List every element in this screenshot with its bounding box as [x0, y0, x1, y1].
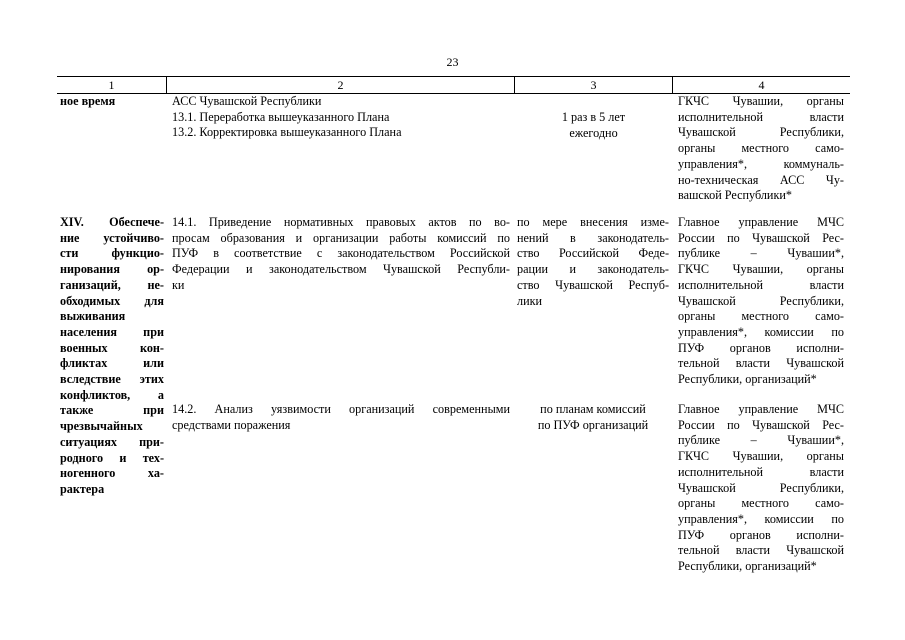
text-line: 1 раз в 5 лет	[561, 110, 626, 124]
text-line: публике – Чувашии*,	[678, 246, 844, 261]
text-line: Главное управление МЧС	[678, 402, 844, 416]
text-line: просам образования и организации работы комиссий по	[172, 230, 510, 245]
text-line: военных кон-	[60, 340, 164, 355]
text-line: России по Чувашской Рес-	[678, 230, 844, 245]
text-line: Чувашской Республики,	[678, 293, 844, 308]
text-line: лики	[517, 293, 543, 308]
text-line: исполнительной власти	[678, 277, 844, 292]
text-line: ПУФ органов исполни-	[678, 340, 844, 355]
row2-col1-section-title	[60, 215, 164, 498]
text-line: ганизаций, не-	[60, 277, 164, 292]
text-line: обходимых для	[60, 293, 164, 308]
text-line: Чувашской Республики,	[678, 125, 844, 140]
row2-col2-item-14-2	[172, 402, 510, 433]
text-line: АСС Чувашской Республики	[172, 94, 322, 108]
row1-col4	[678, 94, 844, 204]
text-line: ГКЧС Чувашии, органы	[678, 262, 844, 277]
text-line: органы местного само-	[678, 141, 844, 156]
text-line: Главное управление МЧС	[678, 215, 844, 229]
page-number: 23	[446, 55, 459, 69]
text-line: ГКЧС Чувашии, органы	[678, 449, 844, 464]
text-line: конфликтов, а	[60, 387, 164, 402]
text-line: управления*, коммуналь-	[678, 156, 844, 171]
text-line: ногенного ха-	[60, 466, 164, 481]
text-line: ГКЧС Чувашии, органы	[678, 94, 844, 108]
text-line: 13.1. Переработка вышеуказанного Плана	[172, 109, 390, 124]
text-line: Республики, организаций*	[678, 372, 817, 387]
text-line: публике – Чувашии*,	[678, 433, 844, 448]
text-line: Республики, организаций*	[678, 559, 817, 574]
text-line: управления*, комиссии по	[678, 511, 844, 526]
text-line: рактера	[60, 481, 105, 496]
header-col-1: 1	[108, 78, 115, 92]
text-line: рации и законодатель-	[517, 262, 669, 277]
text-line: органы местного само-	[678, 309, 844, 324]
text-line: по ПУФ организаций	[537, 417, 649, 432]
text-line: вашской Республики*	[678, 188, 792, 203]
text-line: органы местного само-	[678, 496, 844, 511]
text-line: России по Чувашской Рес-	[678, 417, 844, 432]
row1-col1	[60, 94, 164, 110]
text-line: родного и тех-	[60, 450, 164, 465]
text-line: исполнительной власти	[678, 109, 844, 124]
row1-col2	[172, 94, 510, 141]
text-line: по планам комиссий	[540, 402, 646, 416]
header-col-2: 2	[337, 78, 344, 92]
header-col-3: 3	[590, 78, 597, 92]
row2-col3-item-14-2	[517, 402, 669, 433]
text-line: тельной власти Чувашской	[678, 356, 844, 371]
text-line: исполнительной власти	[678, 464, 844, 479]
text-line: ство Чувашской Респуб-	[517, 277, 669, 292]
text-line: по мере внесения изме-	[517, 215, 669, 229]
row1-col3	[517, 110, 670, 141]
text-line: ство Российской Феде-	[517, 246, 669, 261]
text-line: тельной власти Чувашской	[678, 543, 844, 558]
text-line: 13.2. Корректировка вышеуказанного Плана	[172, 125, 402, 140]
text-line: XIV. Обеспече-	[60, 215, 164, 229]
row2-col2-item-14-1	[172, 215, 510, 294]
text-line: населения при	[60, 324, 164, 339]
text-line: нирования ор-	[60, 262, 164, 277]
text-line: но-техническая АСС Чу-	[678, 172, 844, 187]
header-col-4: 4	[758, 78, 765, 92]
text-line: вследствие этих	[60, 372, 164, 387]
text-line: фликтах или	[60, 356, 164, 371]
text-line: ситуациях при-	[60, 434, 164, 449]
text-line: сти функцио-	[60, 246, 164, 261]
text-line: управления*, комиссии по	[678, 324, 844, 339]
text-line: ние устойчиво-	[60, 230, 164, 245]
text-line: ное время	[60, 94, 116, 108]
text-line: Федерации и законодательством Чувашской Республи-	[172, 262, 510, 277]
text-line: ПУФ в соответствие с законодательством Российской	[172, 246, 510, 261]
text-line: чрезвычайных	[60, 419, 143, 434]
text-line: средствами поражения	[172, 417, 291, 432]
text-line: 14.1. Приведение нормативных правовых актов по во-	[172, 215, 510, 229]
text-line: Чувашской Республики,	[678, 480, 844, 495]
row2-col4-item-14-1	[678, 215, 844, 388]
text-line: также при	[60, 403, 164, 418]
text-line: нений в законодатель-	[517, 230, 669, 245]
text-line: 14.2. Анализ уязвимости организаций современными	[172, 402, 510, 416]
row2-col4-item-14-2	[678, 402, 844, 575]
text-line: ки	[172, 277, 185, 292]
text-line: ежегодно	[569, 125, 618, 140]
row2-col3-item-14-1	[517, 215, 669, 309]
text-line: ПУФ органов исполни-	[678, 527, 844, 542]
text-line: выживания	[60, 309, 126, 324]
